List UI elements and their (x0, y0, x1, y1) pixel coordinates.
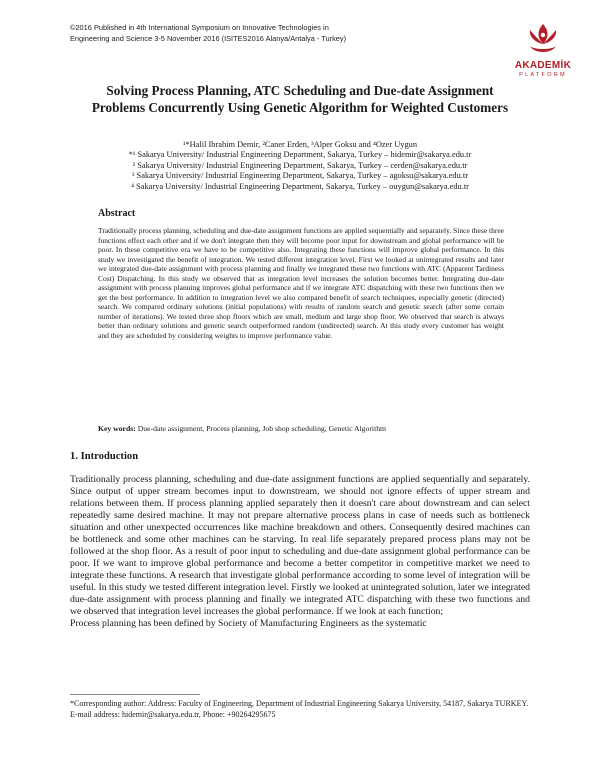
conference-header-line-2: Engineering and Science 3-5 November 2016 (ISITES2016 Alanya/Antalya - Turkey) (70, 34, 347, 43)
paper-title (60, 82, 540, 116)
logo-subtitle: PLATFORM (519, 72, 567, 78)
paper-title-line-1: Solving Process Planning, ATC Scheduling and Due-date Assignment (106, 83, 494, 98)
conference-header (70, 22, 490, 44)
abstract-text: Traditionally process planning, scheduling and due-date assignment functions are applied sequentially and separately. Since these three functions effect each other and if we don't integrate then they will become poor input for downstream and global performance will be poor. In these competitive era we have to be competitive also. Integrating these functions will improve global performance. In this study we investigated the benefit of integration. We tested different integration level. First we looked at unintegrated results and later we integrated due-date assignment with process planning and finally we integrated these two functions with ATC (Apparent Tardiness Cost) Dispatching. In this study we observed that as integration level increases the solution becomes better. Integrating due-date assignment with process planning improves global performance and if we integrate ATC dispatching with these two functions then we get the best performance. In addition to integration level we also compared benefit of search techniques, especially genetic (directed) search. We compared ordinary solutions (initial populations) with results of random search and genetic search (after some certain number of iterations). We tested three shop floors which are small, medium and large shop floor. We observed that search is always better than ordinary solutions and genetic search outperformed random (undirected) search. At this study every customer has weight and they are scheduled by considering weights to improve performance value. (98, 226, 504, 341)
introduction-body (70, 474, 530, 630)
introduction-paragraph-1: Traditionally process planning, scheduling and due-date assignment functions are applied sequentially and separately. Since output of upper stream becomes input to downstream, we should not ignore effects of upper stream and relations between them. If process planning applied separately then it doesn't care about downstream and can select repeatedly same desired machine. It may not prepare alternative process plans in case of needs such as bottleneck situation and other unexpected occurrences like machine breakdown and others. Consequently desired machines can be bottleneck and some other machines can be starving. In real life separately prepared process plans may not be followed at the shop floor. As a result of poor input to scheduling and due-date assignment global performance can be poor. If we want to improve global performance and become a better competitor in competitive market we need to integrate these functions. A research that investigate global performance according to some level of integration will be useful. In this study we tested different integration level. Firstly we looked at unintegrated solution, later we integrated due-date assignment with process planning and finally we integrated ATC dispatching with these two functions and we observed that integration level increases the global performance. If we look at each function; (70, 474, 530, 617)
author-block (60, 140, 540, 192)
abstract-heading: Abstract (98, 208, 136, 219)
conference-header-line-1: ©2016 Published in 4th International Symposium on Innovative Technologies in (70, 23, 329, 32)
affiliation-2: ² Sakarya University/ Industrial Engineering Department, Sakarya, Turkey – cerden@sakarya.edu.tr (132, 160, 468, 170)
affiliation-4: ⁴ Sakarya University/ Industrial Engineering Department, Sakarya, Turkey – ouygun@sakarya.edu.tr (131, 181, 469, 191)
keywords-line (98, 424, 504, 433)
keywords-list: Due-date assignment, Process planning, Job shop scheduling, Genetic Algorithm (137, 424, 387, 433)
affiliation-3: ³ Sakarya University/ Industrial Engineering Department, Sakarya, Turkey – agoksu@sakarya.edu.tr (131, 171, 469, 181)
corresponding-author-footnote: *Corresponding author: Address: Faculty of Engineering, Department of Industrial Engineering Sakarya University, 54187, Sakarya TURKEY. E-mail address: hidemir@sakarya.edu.tr, Phone: +90264295675 (70, 699, 529, 719)
introduction-paragraph-2: Process planning has been defined by Society of Manufacturing Engineers as the systematic (70, 618, 427, 629)
section-heading-introduction: 1. Introduction (70, 451, 139, 462)
footnote-divider (70, 694, 200, 695)
akademik-platform-logo (512, 22, 574, 84)
keywords-label: Key words: (98, 424, 136, 433)
author-names: ¹*Halil Ibrahim Demir, ²Caner Erden, ³Alper Goksu and ⁴Ozer Uygun (182, 140, 418, 149)
paper-title-line-2: Problems Concurrently Using Genetic Algorithm for Weighted Customers (91, 100, 509, 115)
logo-emblem-icon (512, 22, 574, 62)
logo-wordmark: AKADEMİK (514, 60, 572, 71)
affiliation-1: *¹ Sakarya University/ Industrial Engineering Department, Sakarya, Turkey – hidemir@sakarya.edu.tr (128, 150, 472, 160)
